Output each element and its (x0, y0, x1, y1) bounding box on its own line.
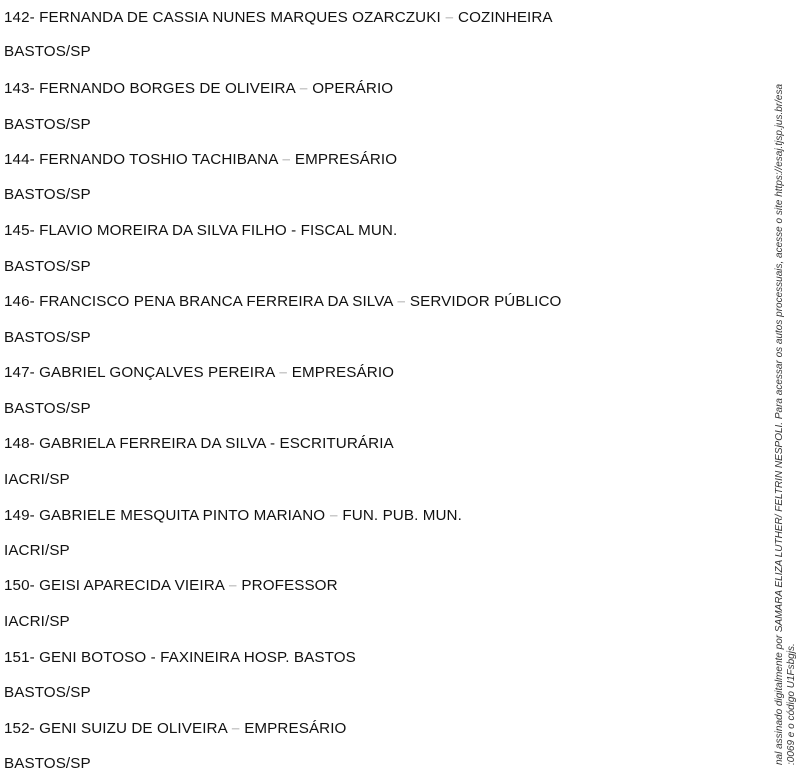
entry-name: 146- FRANCISCO PENA BRANCA FERREIRA DA SILVA (4, 293, 393, 310)
entry-role: SERVIDOR PÚBLICO (409, 293, 562, 310)
entry-city: BASTOS/SP (4, 43, 91, 60)
entry-role: COZINHEIRA (458, 9, 553, 26)
entry-name: 143- FERNANDO BORGES DE OLIVEIRA (4, 80, 295, 97)
signature-note-line-1: nal assinado digitalmente por SAMARA ELIZA LUTHER/ FELTRIN NESPOLI. Para acessar os autos processuais, acesse o site https://esaj.tjsp.jus.br/esa (774, 83, 785, 765)
entry-city: IACRI/SP (4, 542, 70, 559)
signature-note-line-2: :0069 e o código U1Fsbgjs. (786, 643, 797, 765)
entry-name: 149- GABRIELE MESQUITA PINTO MARIANO (4, 507, 326, 524)
entry-name: 145- FLAVIO MOREIRA DA SILVA FILHO - FISCAL MUN. (4, 222, 398, 239)
entry-line (4, 80, 393, 98)
entry-city: BASTOS/SP (4, 116, 91, 133)
entry-city: BASTOS/SP (4, 186, 91, 203)
entry-role: OPERÁRIO (312, 80, 394, 97)
entry-city: IACRI/SP (4, 471, 70, 488)
entry-separator: – (299, 80, 308, 97)
entry-separator: – (329, 507, 339, 524)
entry-line (4, 720, 346, 738)
entry-line (4, 507, 462, 525)
entry-role: FUN. PUB. MUN. (342, 507, 462, 524)
entry-city: BASTOS/SP (4, 755, 91, 772)
entry-role: EMPRESÁRIO (244, 720, 347, 737)
entry-line (4, 222, 397, 240)
entry-name: 142- FERNANDA DE CASSIA NUNES MARQUES OZARCZUKI (4, 9, 441, 26)
entry-separator: – (445, 9, 454, 26)
entry-separator: – (397, 293, 406, 310)
entry-city: IACRI/SP (4, 613, 70, 630)
entry-name: 152- GENI SUIZU DE OLIVEIRA (4, 720, 227, 737)
entry-role: PROFESSOR (241, 577, 338, 594)
entry-line (4, 649, 356, 667)
entry-separator: – (231, 720, 240, 737)
entry-name: 147- GABRIEL GONÇALVES PEREIRA (4, 364, 275, 381)
entry-separator: – (278, 364, 288, 381)
entry-line (4, 364, 394, 382)
entry-city: BASTOS/SP (4, 258, 91, 275)
entry-city: BASTOS/SP (4, 329, 91, 346)
entry-line (4, 577, 338, 595)
entry-name: 150- GEISI APARECIDA VIEIRA (4, 577, 225, 594)
entry-city: BASTOS/SP (4, 684, 91, 701)
entry-name: 144- FERNANDO TOSHIO TACHIBANA (4, 151, 278, 168)
entry-city: BASTOS/SP (4, 400, 91, 417)
digital-signature-note (760, 0, 800, 781)
entry-name: 151- GENI BOTOSO - FAXINEIRA HOSP. BASTOS (4, 649, 356, 666)
entry-role: EMPRESÁRIO (291, 364, 395, 381)
entry-role: EMPRESÁRIO (294, 151, 398, 168)
entry-name: 148- GABRIELA FERREIRA DA SILVA - ESCRITURÁRIA (4, 435, 394, 452)
entry-line (4, 151, 397, 169)
entry-line (4, 435, 394, 453)
entry-separator: – (228, 577, 238, 594)
entry-line (4, 293, 561, 311)
entry-separator: – (281, 151, 291, 168)
entry-line (4, 9, 553, 27)
